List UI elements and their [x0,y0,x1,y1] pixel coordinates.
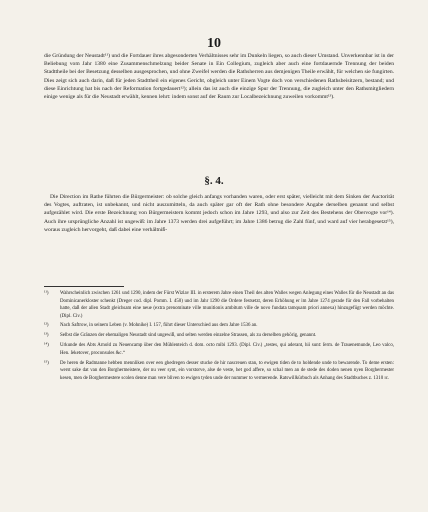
paragraph-text: die Gründung der Neustadt¹¹) und die Fortdauer ihres abgesonderten Verhältnisses sehr im Dunkeln liegen, so auch dieser Umstand. Unverkennbar ist in der Beliebung vom Jahr 1380 eine Zusammenschmelzung beider Senate in Ein Collegium, zugleich aber auch eine fortdauernde Trennung der beiden Stadttheile bei der Besetzung desselben ausgesprochen, und ohne Zweifel werden die Rathsherren aus demjenigen Theile erwählt, für welchen sie fungirten. Dies zeigt sich auch darin, daß für jeden Stadttheil ein eigenes Gericht, obgleich unter Einem Vogte doch von verschiedenen Rathsbeisitzern, bestand; und diese Einrichtung hat bis nach der Reformation fortgedauert¹²); allein das ist auch die einzige Spur der Trennung, die zugleich unter den Rathsmitgliedern einige wenige als für die Neustadt erwählt, kennen lehrt: indem sonst auf der Raum zur Localbezeichnung zuweilen vorkommt¹³). [44,53,395,101]
footnote-mark: ¹⁵) [44,360,49,366]
footnote-mark: ¹³) [44,333,49,339]
footnote-text: Selbst die Gränzen der ehemaligen Neustadt sind ungewiß, und selten werden einzelne Strassen, als zu derselben gehörig, genannt. [60,333,317,339]
section-heading: §. 4. [204,175,224,187]
footnote-mark: ¹²) [44,323,49,329]
footnote-text: Wahrscheinlich zwischen 1261 und 1290, indem der Fürst Wizlav III. in ersterem Jahre einen Theil des alten Walles wegen Anlegung eines Walles für die Neustadt an das Dominicanerkloster schenkt (Dreger cod. dipl. Pomm. I. 450) und im Jahr 1290 die Ordere festsetzt, deren Erhöhung er im Jahre 1274 gerade für den Fall vorbehalten hatte, daß der allen Stadt gleichsam eine neue (extra prenominate ville munitionis ambitum ville de novo fundata tamquam priori annexa) hinzugefügt werden möchte. (Dipl. Civ.) [60,291,394,319]
footnote-rule [44,286,124,287]
footnote-11 [44,290,394,320]
footnote-text: Nach Saftrow, in seinem Leben (v. Mohnike) I. 157, führt dieser Unterschied aus dem Jahre 1536 an. [60,323,258,329]
body-paragraph-1 [44,52,394,101]
footnote-15 [44,360,394,383]
footnote-mark: ¹⁴) [44,343,49,349]
footnote-mark: ¹¹) [44,291,49,296]
footnote-13 [44,332,394,340]
footnote-12 [44,322,394,330]
footnotes [44,290,394,384]
page-number: 10 [207,36,221,51]
paragraph-text: Die Direction im Rathe führten die Bürgermeister: ob solche gleich anfangs vorhanden waren, oder erst später, vielleicht mit dem Sinken der Auctorität des Vogtes, auftraten, ist unbekannt, und nicht auszumitteln, da auch später gar oft der Rath ohne besondere Angabe derselben genannt und selbst aufgezählet wird. Die erste Bezeichnung von Bürgermeistern kommt jedoch schon im Jahre 1293, und also zur Zeit des Bestehens der Obervogte vor¹⁴). Auch ihre ursprüngliche Anzahl ist ungewiß: im Jahre 1373 werden drei aufgeführt; im Jahre 1386 betrug die Zahl fünf, und ward auf vier herabgesetzt¹⁵), woraus zugleich hervorgeht, daß dabei eine verhältniß- [44,194,394,233]
body-paragraph-2 [44,193,394,234]
footnote-text: De heren de Radmanne hebben mennliken over een ghedregen desser stucke de hir nascreuen stan, to ewigen tiden de to holdende unde to bewarende. To deme ersten: werst sake dat van den Borghermeistere, der nu veer synt, ein vorstorve, alse de veste, het god affere, so schal men an de stede des doden nenen nyen Borghermester kesen, men de Borghermestere scolen denne man vere bliven to ewigen tyden unde der nummer to vermerende. Ratswillkürbuch als Anhang des Stadtbuches z. 1310 ɪc. [60,360,394,381]
footnote-14 [44,342,394,357]
footnote-text: Urkunde des Abts Arnold zu Neuencamp über den Mühlenteich d. dom. octo mibi 1293. (Dipl. Civ.) „testes, qui aderant, hii sunt: ſerm. de Trauenemunde, Leo valco, Hen. ſeketover, proconsules &c.“ [60,343,394,356]
